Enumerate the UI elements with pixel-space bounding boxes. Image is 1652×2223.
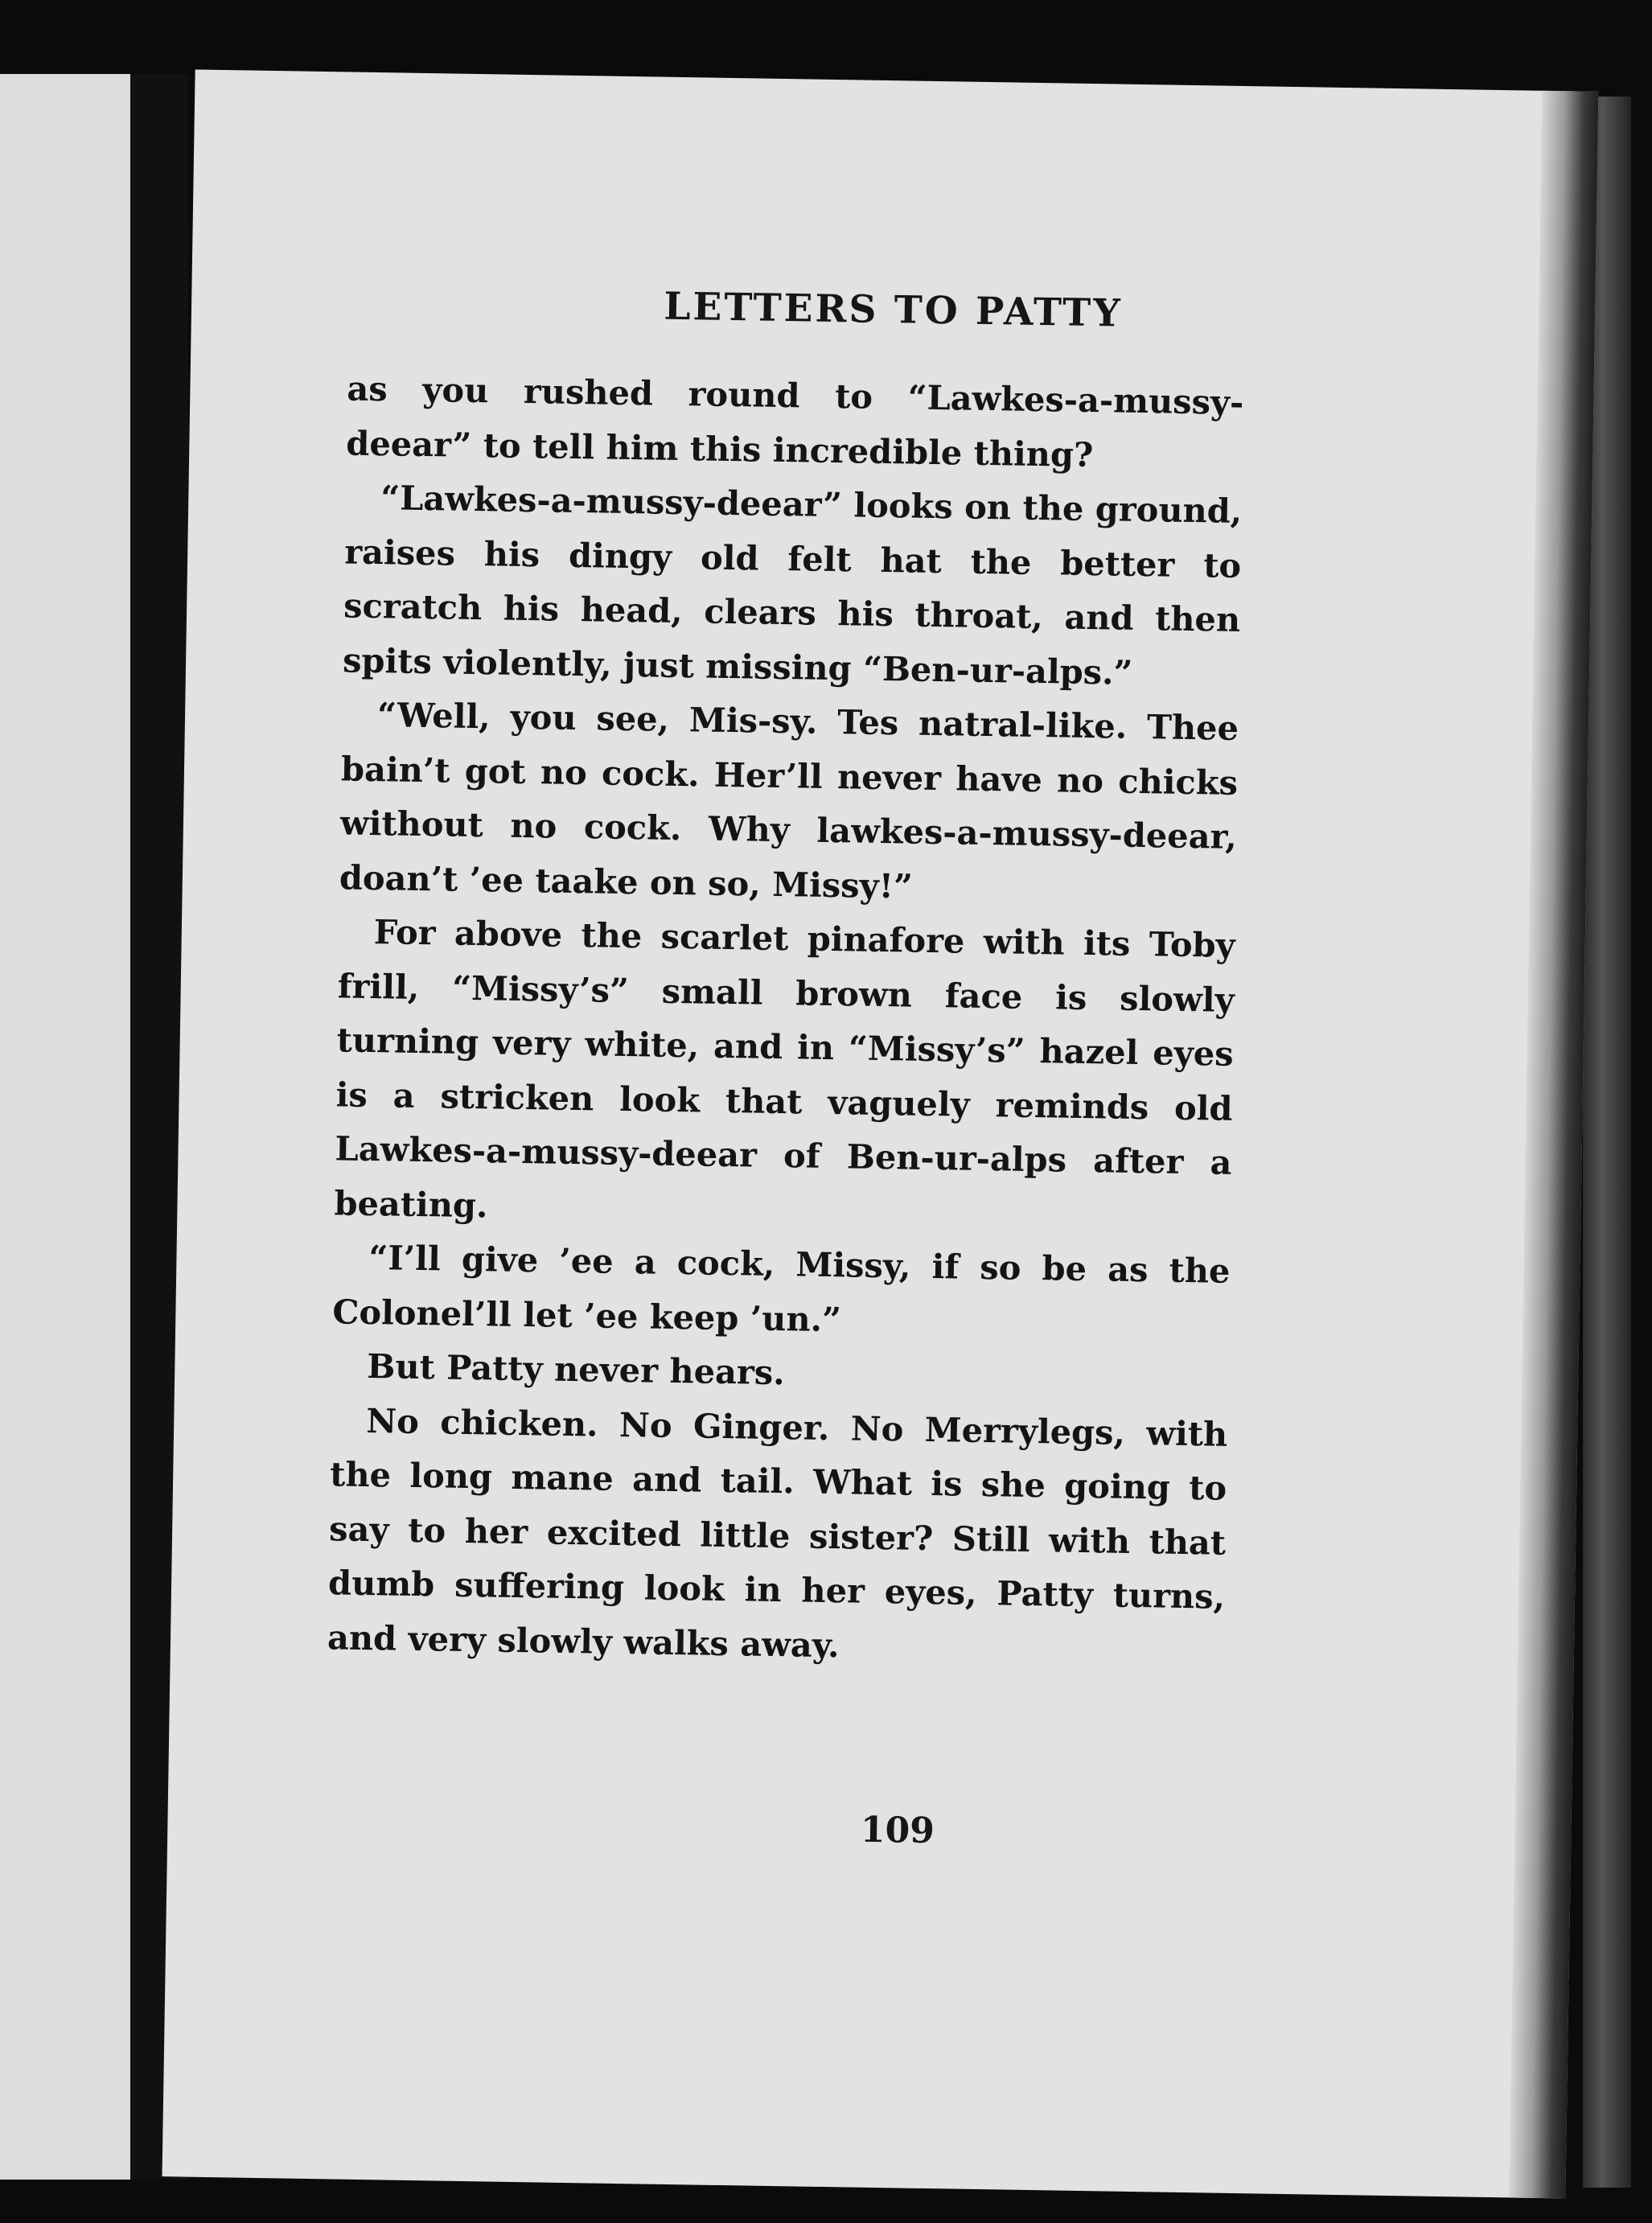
running-head: LETTERS TO PATTY bbox=[664, 284, 1124, 336]
facing-page-edge bbox=[0, 74, 130, 2180]
paragraph: But Patty never hears. bbox=[367, 1346, 786, 1393]
paragraph: No chicken. No Ginger. No Merrylegs, with the long mane and tail. What is she going to say to her excited little sister? Still with that dumb suffering look in her eyes, Patty turns, and very slowly walks away. bbox=[327, 1400, 1228, 1665]
paragraph: “Lawkes-a-mussy-deear” looks on the ground, raises his dingy old felt hat the better to scratch his head, clears his throat, and then spits violently, just missing “Ben-ur-alps.” bbox=[342, 478, 1243, 692]
paragraph: For above the scarlet pinafore with its Toby frill, “Missy’s” small brown face is slowly turning very white, and in “Missy’s” hazel eyes is a stricken look that vaguely reminds old Lawkes-a-mussy-deear of Ben-ur-alps after a beating. bbox=[334, 912, 1236, 1225]
book-page bbox=[162, 69, 1599, 2198]
paragraph: as you rushed round to “Lawkes-a-mussy-deear” to tell him this incredible thing? bbox=[346, 368, 1244, 475]
paragraph: “I’ll give ’ee a cock, Missy, if so be as the Colonel’ll let ’ee keep ’un.” bbox=[332, 1238, 1231, 1339]
paragraph: “Well, you see, Mis-sy. Tes natral-like. Thee bain’t got no cock. Her’ll never have no chicks without no cock. Why lawkes-a-mussy-deear, doan’t ’ee taake on so, Missy!” bbox=[339, 695, 1239, 906]
body-text bbox=[327, 361, 1244, 1678]
page-number: 109 bbox=[860, 1809, 935, 1852]
